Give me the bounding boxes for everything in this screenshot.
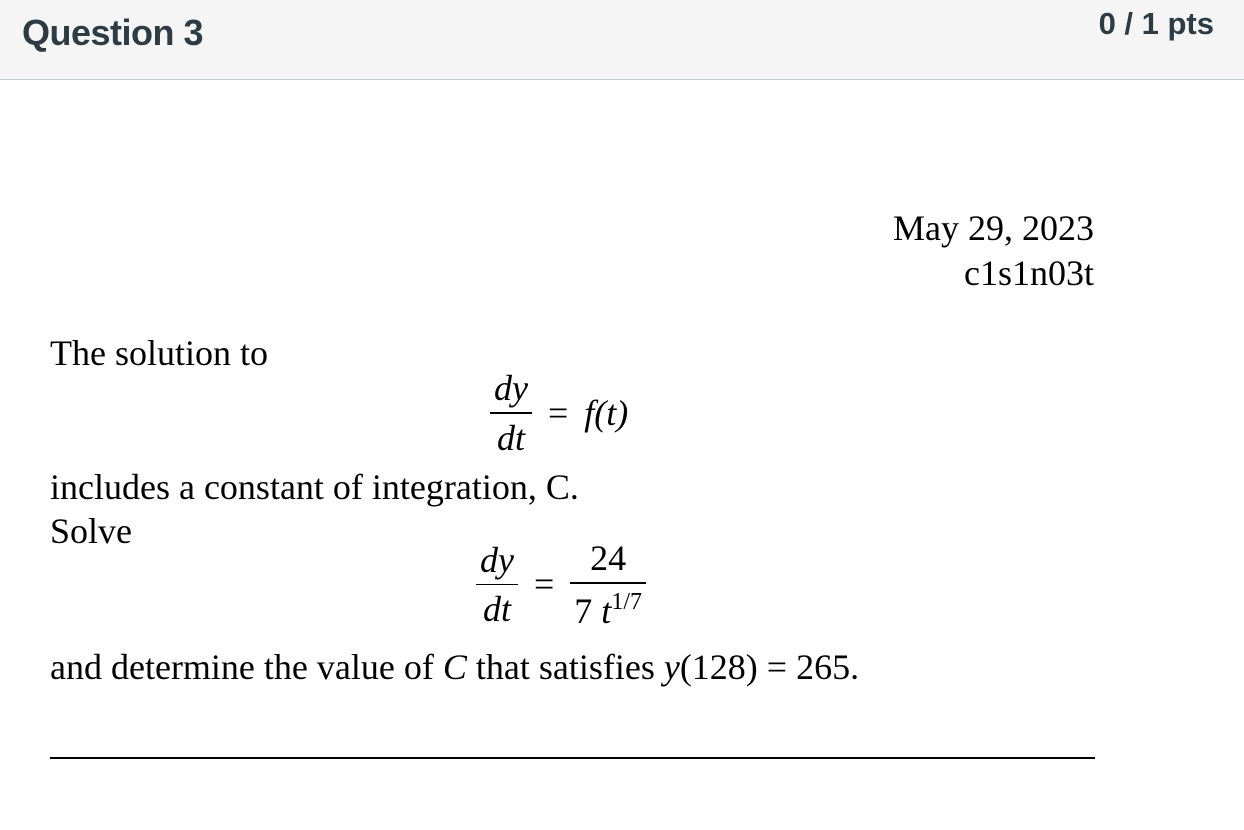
constant-text: includes a constant of integration, C. — [50, 467, 579, 507]
rhs-function: f(t) — [584, 392, 629, 433]
derivative-fraction — [490, 370, 532, 456]
determine-middle: that satisfies — [466, 647, 664, 687]
answer-line — [50, 757, 1095, 759]
determine-prefix: and determine the value of — [50, 647, 443, 687]
equation-general — [490, 370, 628, 456]
fraction-denominator: dt — [482, 589, 511, 629]
determine-text — [50, 646, 859, 688]
fraction-numerator: 24 — [590, 538, 627, 578]
fraction-denominator: dt — [496, 417, 525, 458]
points-score: 0 / 1 pts — [1098, 6, 1214, 41]
condition-value: 265. — [796, 647, 860, 687]
equals-sign: = — [533, 564, 555, 605]
function-args: (128) — [679, 647, 758, 687]
denominator-variable: t — [601, 590, 612, 631]
problem-date: May 29, 2023 — [893, 208, 1094, 248]
denominator-coefficient: 7 — [574, 590, 593, 631]
problem-code: c1s1n03t — [964, 253, 1094, 293]
equals-text: = — [757, 647, 797, 687]
denominator-exponent: 1/7 — [611, 588, 642, 615]
equation-specific — [476, 540, 646, 629]
question-header — [0, 0, 1244, 80]
intro-text: The solution to — [50, 333, 268, 373]
question-body — [0, 80, 1244, 830]
fraction-bar — [490, 412, 532, 414]
rhs-fraction — [570, 540, 646, 629]
function-name: y — [663, 647, 680, 687]
constant-variable: C — [442, 647, 467, 687]
solve-text: Solve — [50, 511, 133, 551]
derivative-fraction — [476, 539, 518, 629]
fraction-numerator: dy — [480, 539, 514, 580]
question-title: Question 3 — [22, 12, 204, 53]
fraction-bar — [570, 582, 646, 584]
fraction-bar — [476, 584, 518, 586]
fraction-numerator: dy — [494, 368, 528, 408]
fraction-denominator — [570, 590, 646, 629]
equals-sign: = — [547, 392, 569, 433]
